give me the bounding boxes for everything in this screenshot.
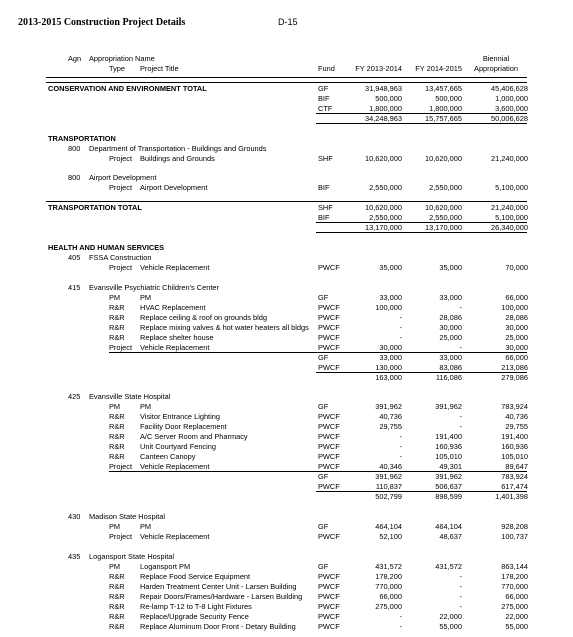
agency-number: 800 [68,173,81,183]
fund-cell: PWCF [318,591,340,601]
line-type: R&R [109,611,125,621]
biennial-amount: 5,100,000 [495,213,528,223]
biennial-amount: 66,000 [505,352,528,362]
fy2014-amount: 30,000 [439,322,462,332]
line-type: R&R [109,422,125,432]
section-heading: TRANSPORTATION [48,133,116,143]
fy2013-amount: 110,837 [375,482,402,492]
fy2013-amount: 10,620,000 [365,203,402,213]
biennial-amount: 3,600,000 [495,104,528,113]
agency-name: Department of Transportation - Buildings and Grounds [89,143,267,153]
fund-cell: PWCF [318,322,340,332]
fy2014-amount: 191,400 [435,432,462,442]
fy2014-amount: 2,550,000 [429,183,462,193]
line-type: PM [109,521,121,531]
fy2013-amount: 2,550,000 [369,213,402,223]
project-title: Vehicle Replacement [140,342,210,352]
project-title: Vehicle Replacement [140,462,210,472]
fy2013-amount: 34,248,963 [365,114,402,123]
col-header-project-title: Project Title [140,64,179,73]
fy2014-amount: - [459,342,462,352]
fund-cell: PWCF [318,571,340,581]
project-title: A/C Server Room and Pharmacy [140,432,248,442]
fy2013-amount: 35,000 [379,262,402,272]
project-title: PM [140,292,152,302]
fy2014-amount: - [459,581,462,591]
line-type: R&R [109,571,125,581]
fy2013-amount: 275,000 [375,601,402,611]
fy2014-amount: 464,104 [435,521,462,531]
biennial-amount: 783,924 [501,472,528,482]
fund-cell: BIF [318,183,330,193]
line-type: R&R [109,302,125,312]
line-type: R&R [109,312,125,322]
fund-cell: PWCF [318,302,340,312]
biennial-amount: 928,208 [501,521,528,531]
fy2013-amount: 31,948,963 [365,84,402,93]
fy2013-amount: 1,800,000 [369,104,402,113]
fund-cell: GF [318,561,329,571]
agency-number: 800 [68,143,81,153]
biennial-amount: 40,736 [505,412,528,422]
biennial-amount: 29,755 [505,422,528,432]
fy2013-amount: - [399,312,402,322]
agency-number: 415 [68,282,81,292]
fy2014-amount: 28,086 [439,312,462,322]
line-type: R&R [109,332,125,342]
fy2013-amount: 431,572 [375,561,402,571]
project-title: Repair Doors/Frames/Hardware - Larsen Building [140,591,303,601]
fund-cell: GF [318,352,329,362]
fund-cell: PWCF [318,412,340,422]
fy2014-amount: 55,000 [439,621,462,631]
fy2014-amount: 33,000 [439,292,462,302]
fy2013-amount: 2,550,000 [369,183,402,193]
biennial-amount: 55,000 [505,621,528,631]
fy2013-amount: 163,000 [375,372,402,382]
biennial-amount: 213,086 [501,362,528,372]
fy2014-amount: 25,000 [439,332,462,342]
fund-cell: PWCF [318,342,340,352]
line-type: PM [109,561,121,571]
fy2013-amount: 33,000 [379,352,402,362]
fy2013-amount: - [399,332,402,342]
biennial-amount: 770,000 [501,581,528,591]
biennial-amount: 21,240,000 [491,203,528,213]
fy2013-amount: - [399,611,402,621]
fy2014-amount: 116,086 [435,372,462,382]
fund-cell: PWCF [318,332,340,342]
fy2014-amount: - [459,591,462,601]
project-title: Replace mixing valves & hot water heaters all bldgs [140,322,309,332]
biennial-amount: 1,000,000 [495,94,528,103]
biennial-amount: 178,200 [501,571,528,581]
fund-cell: PWCF [318,462,340,472]
biennial-amount: 160,936 [501,442,528,452]
fy2013-amount: 464,104 [375,521,402,531]
fy2014-amount: 391,962 [435,402,462,412]
fy2014-amount: 22,000 [439,611,462,621]
fund-cell: BIF [318,213,330,223]
fy2013-amount: 40,736 [379,412,402,422]
fund-cell: PWCF [318,422,340,432]
fy2014-amount: 10,620,000 [425,153,462,163]
section-total-label: CONSERVATION AND ENVIRONMENT TOTAL [48,84,207,93]
biennial-amount: 66,000 [505,591,528,601]
fy2014-amount: 13,170,000 [425,223,462,233]
project-title: Unit Courtyard Fencing [140,442,216,452]
project-title: Re-lamp T-12 to T-8 Light Fixtures [140,601,252,611]
line-type: R&R [109,581,125,591]
fy2014-amount: 2,550,000 [429,213,462,223]
col-header-biennial: Biennial [482,54,510,63]
fy2014-amount: 33,000 [439,352,462,362]
fund-cell: PWCF [318,262,340,272]
fy2013-amount: 40,346 [379,462,402,472]
line-type: PM [109,292,121,302]
fy2014-amount: 48,637 [439,531,462,541]
agency-number: 435 [68,551,81,561]
biennial-amount: 783,924 [501,402,528,412]
fy2014-amount: 391,962 [435,472,462,482]
biennial-amount: 863,144 [501,561,528,571]
fund-cell: PWCF [318,581,340,591]
fy2013-amount: 10,620,000 [365,153,402,163]
line-type: Project [109,531,133,541]
biennial-amount: 50,006,628 [491,114,528,123]
fy2013-amount: - [399,452,402,462]
biennial-amount: 275,000 [501,601,528,611]
biennial-amount: 28,086 [505,312,528,322]
fy2013-amount: 502,799 [375,492,402,502]
grand-total-rule [316,123,527,124]
fy2014-amount: 1,800,000 [429,104,462,113]
section-total-label: TRANSPORTATION TOTAL [48,203,142,213]
col-header-type: Type [109,64,126,73]
agency-name: Madison State Hospital [89,511,165,521]
agency-name: Logansport State Hospital [89,551,175,561]
fy2013-amount: 391,962 [375,472,402,482]
project-title: PM [140,521,152,531]
fy2014-amount: - [459,422,462,432]
line-type: Project [109,262,133,272]
fy2013-amount: 52,100 [379,531,402,541]
line-type: R&R [109,442,125,452]
line-type: R&R [109,621,125,631]
biennial-amount: 617,474 [501,482,528,492]
page-number: D-15 [278,17,298,27]
col-header-appropriation-name: Appropriation Name [89,54,155,63]
agency-name: FSSA Construction [89,252,152,262]
line-type: R&R [109,322,125,332]
biennial-amount: 279,086 [501,372,528,382]
section-heading: HEALTH AND HUMAN SERVICES [48,242,165,252]
fy2014-amount: - [459,412,462,422]
agency-number: 425 [68,392,81,402]
biennial-amount: 21,240,000 [491,153,528,163]
fy2013-amount: - [399,442,402,452]
fy2013-amount: - [399,322,402,332]
project-title: Buildings and Grounds [140,153,215,163]
fy2013-amount: 29,755 [379,422,402,432]
fy2013-amount: 13,170,000 [365,223,402,233]
line-type: R&R [109,591,125,601]
project-title: Airport Development [140,183,208,193]
fy2013-amount: 33,000 [379,292,402,302]
agency-name: Evansville State Hospital [89,392,171,402]
fund-cell: PWCF [318,312,340,322]
fund-cell: PWCF [318,531,340,541]
fy2013-amount: 178,200 [375,571,402,581]
biennial-amount: 100,000 [501,302,528,312]
fy2014-amount: - [459,601,462,611]
project-title: Replace/Upgrade Security Fence [140,611,249,621]
fy2014-amount: 49,301 [439,462,462,472]
line-type: Project [109,342,133,352]
fund-cell: PWCF [318,601,340,611]
project-title: Replace ceiling & roof on grounds bldg [140,312,267,322]
fund-cell: PWCF [318,452,340,462]
fy2013-amount: 770,000 [375,581,402,591]
project-title: Facility Door Replacement [140,422,227,432]
fy2014-amount: 10,620,000 [425,203,462,213]
biennial-amount: 70,000 [505,262,528,272]
agency-number: 405 [68,252,81,262]
header-rule [46,77,527,78]
fy2014-amount: 898,599 [435,492,462,502]
biennial-amount: 22,000 [505,611,528,621]
project-title: Vehicle Replacement [140,262,210,272]
project-title: Vehicle Replacement [140,531,210,541]
fund-cell: GF [318,472,329,482]
fund-cell: CTF [318,104,333,113]
agency-number: 430 [68,511,81,521]
fund-cell: SHF [318,153,333,163]
fund-cell: GF [318,84,329,93]
fund-cell: PWCF [318,482,340,492]
biennial-amount: 89,647 [505,462,528,472]
biennial-amount: 66,000 [505,292,528,302]
fy2014-amount: 500,000 [435,94,462,103]
line-type: R&R [109,432,125,442]
fund-cell: GF [318,292,329,302]
fy2013-amount: - [399,432,402,442]
biennial-amount: 100,737 [501,531,528,541]
fy2013-amount: 66,000 [379,591,402,601]
project-title: Visitor Entrance Lighting [140,412,220,422]
fund-cell: PWCF [318,442,340,452]
col-header-fy2014: FY 2014-2015 [415,64,462,73]
section-rule [46,82,527,83]
fy2014-amount: 506,637 [435,482,462,492]
fy2013-amount: - [399,621,402,631]
fy2013-amount: 100,000 [375,302,402,312]
fund-cell: PWCF [318,621,340,631]
biennial-amount: 25,000 [505,332,528,342]
agency-name: Airport Development [89,173,157,183]
fund-cell: GF [318,402,329,412]
fy2014-amount: - [459,302,462,312]
line-type: Project [109,183,133,193]
report-title: 2013-2015 Construction Project Details [18,17,186,28]
biennial-amount: 5,100,000 [495,183,528,193]
project-title: Harden Treatment Center Unit - Larsen Building [140,581,297,591]
col-header-fund: Fund [318,64,335,73]
fy2013-amount: 391,962 [375,402,402,412]
line-type: R&R [109,601,125,611]
fund-cell: PWCF [318,611,340,621]
project-title: Replace Aluminum Door Front - Detary Building [140,621,296,631]
line-type: Project [109,153,133,163]
line-type: R&R [109,412,125,422]
col-header-appropriation: Appropriation [474,64,518,73]
project-title: HVAC Replacement [140,302,206,312]
biennial-amount: 105,010 [501,452,528,462]
fy2014-amount: 13,457,665 [425,84,462,93]
fy2013-amount: 30,000 [379,342,402,352]
project-title: Logansport PM [140,561,191,571]
fund-cell: SHF [318,203,333,213]
fy2013-amount: 500,000 [375,94,402,103]
project-title: Replace Food Service Equipment [140,571,251,581]
agency-name: Evansville Psychiatric Children's Center [89,282,219,292]
biennial-amount: 26,340,000 [491,223,528,233]
fy2013-amount: 130,000 [375,362,402,372]
fund-cell: PWCF [318,432,340,442]
fy2014-amount: 35,000 [439,262,462,272]
fy2014-amount: - [459,571,462,581]
fund-cell: PWCF [318,362,340,372]
fy2014-amount: 15,757,665 [425,114,462,123]
col-header-fy2013: FY 2013-2014 [355,64,402,73]
line-type: PM [109,402,121,412]
fy2014-amount: 160,936 [435,442,462,452]
line-type: R&R [109,452,125,462]
project-title: Replace shelter house [140,332,214,342]
fy2014-amount: 105,010 [435,452,462,462]
biennial-amount: 45,406,628 [491,84,528,93]
fy2014-amount: 83,086 [439,362,462,372]
grand-total-rule [316,232,527,233]
fy2014-amount: 431,572 [435,561,462,571]
col-header-agn: Agn [68,54,82,63]
biennial-amount: 191,400 [501,432,528,442]
biennial-amount: 30,000 [505,322,528,332]
fund-cell: BIF [318,94,330,103]
line-type: Project [109,462,133,472]
biennial-amount: 30,000 [505,342,528,352]
project-title: PM [140,402,152,412]
fund-cell: GF [318,521,329,531]
biennial-amount: 1,401,398 [495,492,528,502]
section-rule [46,201,527,202]
project-title: Canteen Canopy [140,452,196,462]
